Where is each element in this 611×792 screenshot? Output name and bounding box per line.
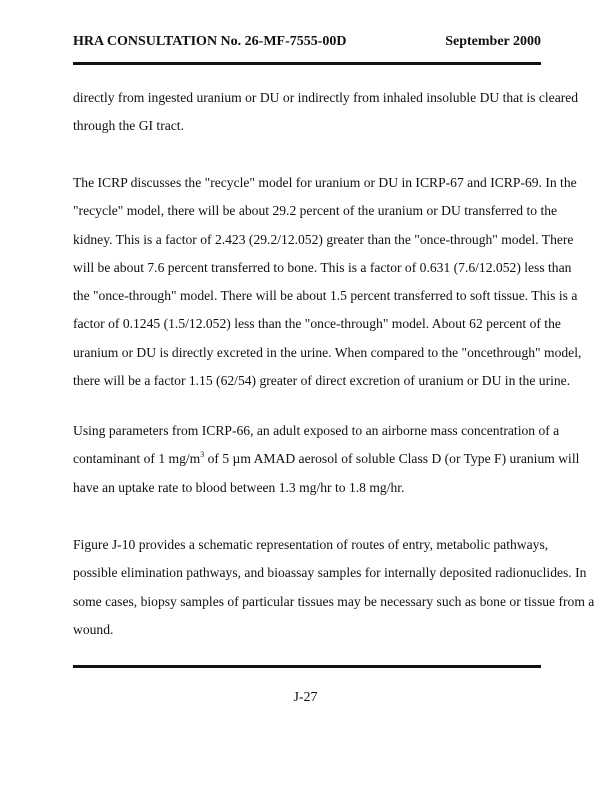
text-span: of 5 µm AMAD aerosol of soluble Class D (or Type F) uranium will [204, 451, 580, 467]
text-line: possible elimination pathways, and bioassay samples for internally deposited radionuclides. In [73, 565, 587, 581]
text-line: factor of 0.1245 (1.5/12.052) less than the "once-through" model. About 62 percent of the [73, 316, 561, 332]
text-line: Using parameters from ICRP-66, an adult exposed to an airborne mass concentration of a [73, 423, 560, 438]
text-line: Figure J-10 provides a schematic representation of routes of entry, metabolic pathways, [73, 537, 549, 552]
text-line: wound. [73, 621, 114, 637]
paragraph-2 [73, 169, 582, 395]
text-line: will be about 7.6 percent transferred to bone. This is a factor of 0.631 (7.6/12.052) less than [73, 259, 572, 275]
text-line: The ICRP discusses the "recycle" model for uranium or DU in ICRP-67 and ICRP-69. In the [73, 175, 577, 190]
text-line: some cases, biopsy samples of particular tissues may be necessary such as bone or tissue from a [73, 593, 595, 609]
text-line: directly from ingested uranium or DU or indirectly from inhaled insoluble DU that is cleared [73, 90, 579, 105]
paragraph-3 [73, 417, 580, 502]
text-span: contaminant of 1 mg/m [73, 451, 201, 467]
paragraph-1 [73, 84, 579, 141]
text-line: "recycle" model, there will be about 29.2 percent of the uranium or DU transferred to the [73, 203, 558, 219]
text-line: kidney. This is a factor of 2.423 (29.2/12.052) greater than the "once-through" model. There [73, 231, 574, 247]
document-header-title: HRA CONSULTATION No. 26-MF-7555-00D [73, 34, 347, 49]
text-line [73, 445, 580, 473]
text-line: uranium or DU is directly excreted in the urine. When compared to the "oncethrough" model, [73, 344, 582, 360]
footer-rule [73, 665, 541, 668]
text-line: have an uptake rate to blood between 1.3 mg/hr to 1.8 mg/hr. [73, 479, 405, 495]
superscript: 3 [200, 450, 205, 460]
text-line: through the GI tract. [73, 118, 184, 134]
paragraph-4 [73, 531, 595, 644]
document-header-date: September 2000 [445, 34, 541, 49]
text-line: there will be a factor 1.15 (62/54) greater of direct excretion of uranium or DU in the urine. [73, 373, 571, 389]
header-rule [73, 62, 541, 65]
text-line: the "once-through" model. There will be about 1.5 percent transferred to soft tissue. This is a [73, 288, 578, 304]
page-number: J-27 [293, 690, 318, 705]
